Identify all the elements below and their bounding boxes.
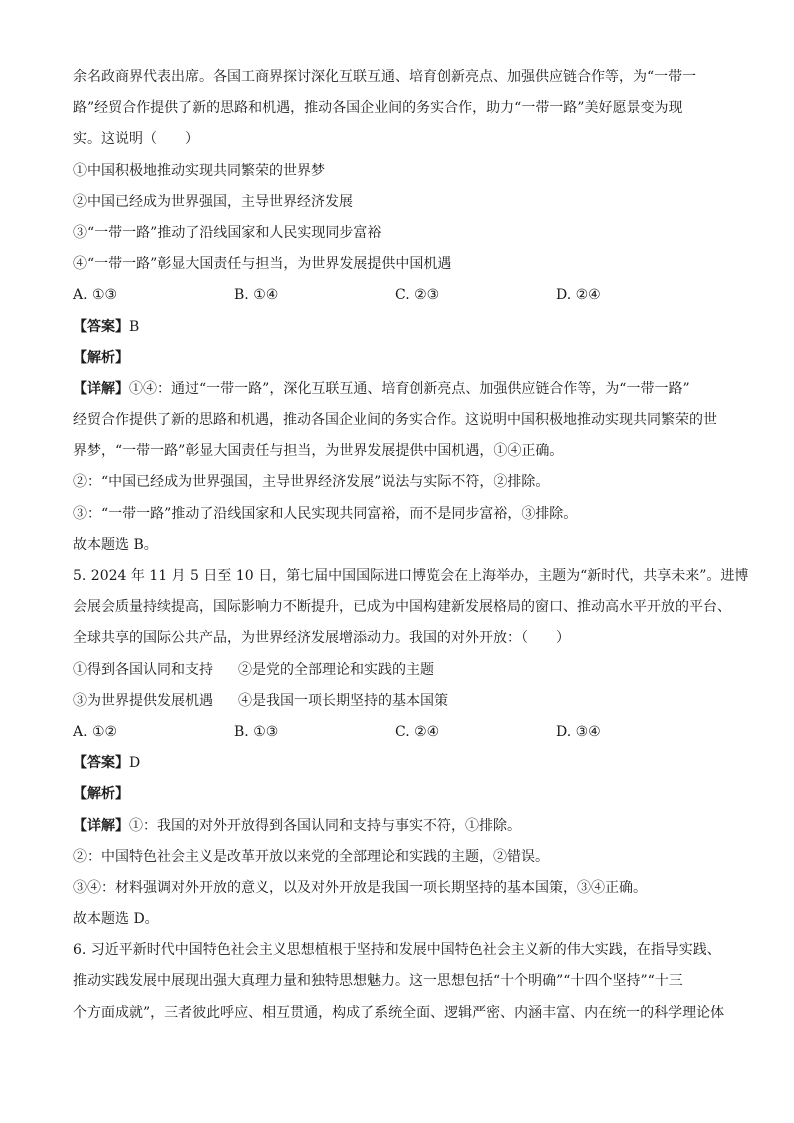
q4-detail-line: 界梦，“一带一路”彰显大国责任与担当，为世界发展提供中国机遇，①④正确。 xyxy=(73,443,564,460)
q4-statement-3: ③“一带一路”推动了沿线国家和人民实现同步富裕 xyxy=(73,224,382,241)
analysis-tag: 【解析】 xyxy=(73,349,129,366)
q6-stem xyxy=(73,939,733,1023)
q4-option-b: B. ①④ xyxy=(234,287,279,304)
q4-statement-2: ②中国已经成为世界强国，主导世界经济发展 xyxy=(73,193,353,210)
q4-stem xyxy=(73,66,733,150)
q5-detail-line xyxy=(73,815,733,837)
exam-page xyxy=(73,66,749,1033)
q5-statement-2: ②是党的全部理论和实践的主题 xyxy=(238,661,434,678)
q5-option-a: A. ①② xyxy=(73,723,118,740)
analysis-tag: 【解析】 xyxy=(73,786,129,803)
q4-detail-text: ①④：通过“一带一路”，深化互联互通、培育创新亮点、加强供应链合作等，为“一带一路” xyxy=(129,380,690,397)
q4-stem-line: 余名政商界代表出席。各国工商界探讨深化互联互通、培育创新亮点、加强供应链合作等，为“一带一 xyxy=(73,69,697,85)
q5-option-d: D. ③④ xyxy=(556,723,601,740)
q5-answer xyxy=(73,752,733,774)
q4-statements xyxy=(73,160,733,276)
q5-detail xyxy=(73,815,733,931)
q4-options xyxy=(73,284,733,306)
q5-stem-line: 会展会质量持续提高，国际影响力不断提升，已成为中国构建新发展格局的窗口、推动高水平开放的平台、 xyxy=(73,599,731,616)
q4-detail xyxy=(73,378,733,556)
detail-tag: 【详解】 xyxy=(73,380,129,397)
q4-stem-line: 实。这说明（ ） xyxy=(73,131,199,148)
detail-tag: 【详解】 xyxy=(73,817,129,834)
q6-stem-line: 个方面成就”，三者彼此呼应、相互贯通，构成了系统全面、逻辑严密、内涵丰富、内在统一的科学理论体 xyxy=(73,1004,725,1021)
q5-statements xyxy=(73,659,733,712)
q4-statement-4: ④“一带一路”彰显大国责任与担当，为世界发展提供中国机遇 xyxy=(73,256,452,273)
q5-stem xyxy=(73,565,749,649)
q4-detail-line: ②：“中国已经成为世界强国，主导世界经济发展”说法与实际不符，②排除。 xyxy=(73,474,550,491)
answer-value: D xyxy=(129,755,141,772)
q5-statement-row xyxy=(73,690,733,712)
q5-options xyxy=(73,721,733,743)
q4-answer xyxy=(73,316,733,338)
q5-analysis-tag xyxy=(73,783,733,805)
q5-stem-line: 全球共享的国际公共产品，为世界经济发展增添动力。我国的对外开放：（ ） xyxy=(73,630,570,647)
q4-detail-line: 经贸合作提供了新的思路和机遇，推动各国企业间的务实合作。这说明中国积极地推动实现共同繁荣的世 xyxy=(73,412,717,429)
q6-stem-line: 推动实践发展中展现出强大真理力量和独特思想魅力。这一思想包括“十个明确”“十四个坚持”“十三 xyxy=(73,973,683,990)
q5-conclusion: 故本题选 D。 xyxy=(73,911,159,928)
q5-detail-text: ①：我国的对外开放得到各国认同和支持与事实不符，①排除。 xyxy=(129,817,521,834)
q5-statement-row xyxy=(73,659,733,681)
q4-analysis-tag xyxy=(73,347,733,369)
q5-option-c: C. ②④ xyxy=(395,723,440,740)
q5-detail-line: ②：中国特色社会主义是改革开放以来党的全部理论和实践的主题，②错误。 xyxy=(73,848,549,865)
q4-option-a: A. ①③ xyxy=(73,287,118,304)
q4-option-c: C. ②③ xyxy=(395,287,440,304)
q5-stem-line: 5. 2024 年 11 月 5 日至 10 日，第七届中国国际进口博览会在上海举办，主题为“新时代，共享未来”。进博 xyxy=(73,568,749,584)
q4-statement-1: ①中国积极地推动实现共同繁荣的世界梦 xyxy=(73,162,325,179)
q6-stem-line: 6. 习近平新时代中国特色社会主义思想植根于坚持和发展中国特色社会主义新的伟大实践，在指导实践、 xyxy=(73,942,721,959)
q4-conclusion: 故本题选 B。 xyxy=(73,536,158,553)
q5-statement-3: ③为世界提供发展机遇 xyxy=(73,692,213,709)
answer-value: B xyxy=(129,318,140,335)
q4-detail-line xyxy=(73,378,733,400)
q4-stem-line: 路”经贸合作提供了新的思路和机遇，推动各国企业间的务实合作，助力“一带一路”美好愿景变为现 xyxy=(73,100,683,117)
q5-detail-line: ③④：材料强调对外开放的意义，以及对外开放是我国一项长期坚持的基本国策，③④正确。 xyxy=(73,879,647,896)
q4-detail-line: ③：“一带一路”推动了沿线国家和人民实现共同富裕，而不是同步富裕，③排除。 xyxy=(73,505,578,522)
q5-statement-4: ④是我国一项长期坚持的基本国策 xyxy=(238,692,448,709)
q5-statement-1: ①得到各国认同和支持 xyxy=(73,661,213,678)
answer-tag: 【答案】 xyxy=(73,318,129,335)
q5-option-b: B. ①③ xyxy=(234,723,279,740)
answer-tag: 【答案】 xyxy=(73,755,129,772)
q4-option-d: D. ②④ xyxy=(556,287,601,304)
